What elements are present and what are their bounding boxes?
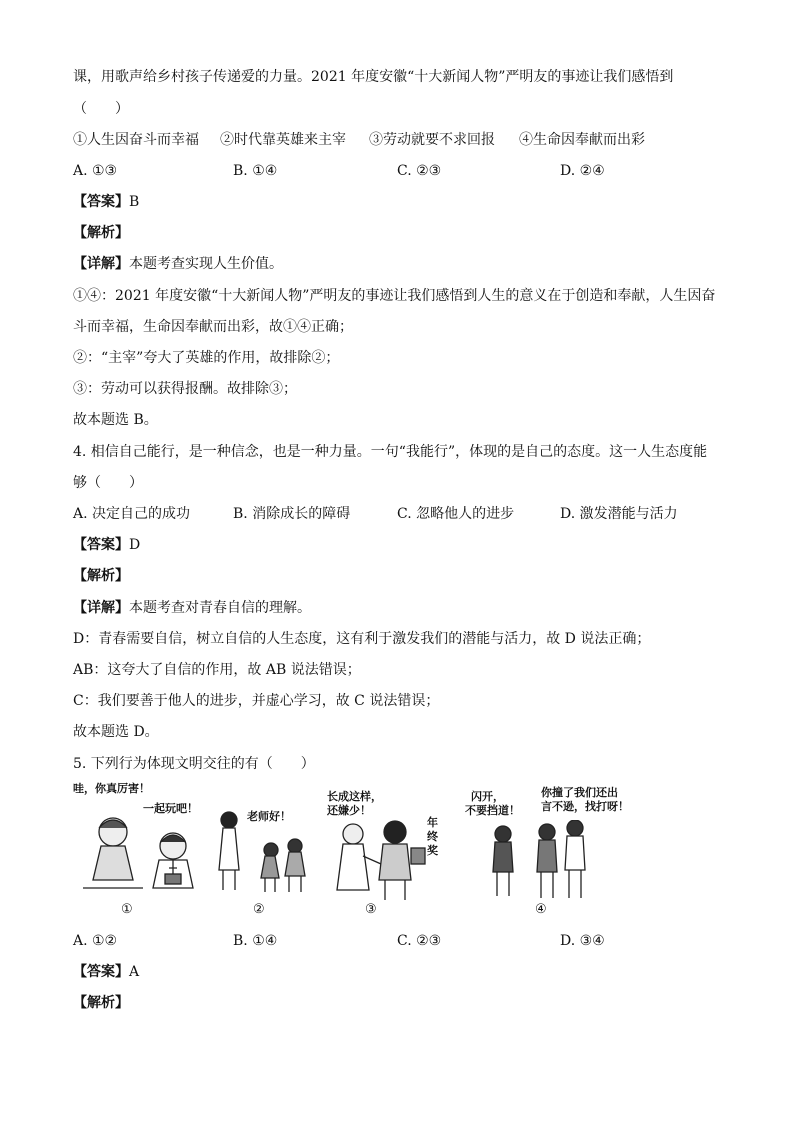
q4-detail-line-2: AB：这夸大了自信的作用，故 AB 说法错误； — [73, 662, 361, 678]
panel4-illustration — [465, 820, 653, 902]
q5-answer-value: A — [129, 964, 140, 980]
q5-stem: 5. 下列行为体现文明交往的有（ ） — [73, 756, 315, 772]
q3-detail-line-1: ①④：2021 年度安徽“十大新闻人物”严明友的事迹让我们感悟到人生的意义在于创造和奉献，人生因奋 — [73, 288, 716, 304]
q4-option-d: D. 激发潜能与活力 — [560, 506, 678, 522]
panel4-speech-2: 不要挡道！ — [465, 804, 520, 817]
q5-answer — [73, 963, 139, 981]
q4-answer-label: 【答案】 — [73, 537, 129, 553]
q3-answer-value: B — [129, 194, 140, 210]
q3-statement-1: ①人生因奋斗而幸福 — [73, 132, 199, 148]
q3-answer — [73, 193, 139, 211]
cartoon-panel-2 — [213, 780, 318, 920]
q4-detail-line-3: C：我们要善于他人的进步，并虚心学习，故 C 说法错误； — [73, 693, 440, 709]
panel1-speech-2: 一起玩吧！ — [143, 802, 198, 815]
q3-detail-line-2: 斗而幸福，生命因奉献而出彩，故①④正确； — [73, 319, 353, 335]
panel3-speech-1: 长成这样， — [327, 790, 382, 803]
q5-option-c: C. ②③ — [397, 933, 442, 949]
q4-detail-line-4: 故本题选 D。 — [73, 724, 159, 740]
q4-detail — [73, 599, 311, 617]
panel4-speech-1: 闪开， — [471, 790, 504, 803]
q3-answer-label: 【答案】 — [73, 194, 129, 210]
q3-detail-intro: 本题考查实现人生价值。 — [129, 256, 283, 272]
q3-option-a: A. ①③ — [73, 163, 118, 179]
panel4-label: ④ — [535, 902, 547, 917]
q3-detail-line-3: ②：“主宰”夸大了英雄的作用，故排除②； — [73, 350, 340, 366]
q4-answer — [73, 536, 140, 554]
cartoon-panel-3 — [325, 780, 445, 920]
panel1-label: ① — [121, 902, 133, 917]
q4-analysis-label: 【解析】 — [73, 568, 129, 584]
panel1-illustration — [73, 810, 213, 900]
q5-cartoon-figure — [73, 780, 653, 920]
panel3-speech-2: 还嫌少！ — [327, 804, 371, 817]
q3-option-c: C. ②③ — [397, 163, 442, 179]
q3-option-b: B. ①④ — [233, 163, 278, 179]
q3-statement-4: ④生命因奉献而出彩 — [519, 132, 645, 148]
panel4-speech-3: 你撞了我们还出 — [541, 786, 618, 799]
q4-stem-line1: 4. 相信自己能行，是一种信念，也是一种力量。一句“我能行”，体现的是自己的态度。这一人生态度能 — [73, 444, 708, 460]
q4-detail-line-1: D：青春需要自信，树立自信的人生态度，这有利于激发我们的潜能与活力，故 D 说法正确； — [73, 631, 651, 647]
q3-detail-line-5: 故本题选 B。 — [73, 412, 158, 428]
panel2-illustration — [213, 800, 318, 900]
q4-option-b: B. 消除成长的障碍 — [233, 506, 351, 522]
cartoon-panel-4 — [465, 780, 653, 920]
q4-option-a: A. 决定自己的成功 — [73, 506, 191, 522]
q3-stem-line1: 课，用歌声给乡村孩子传递爱的力量。2021 年度安徽“十大新闻人物”严明友的事迹让我们感悟到 — [73, 69, 674, 85]
panel2-speech-1: 老师好！ — [247, 810, 291, 823]
q4-detail-intro: 本题考查对青春自信的理解。 — [129, 600, 311, 616]
q3-option-d: D. ②④ — [560, 163, 605, 179]
q5-answer-label: 【答案】 — [73, 964, 129, 980]
panel2-label: ② — [253, 902, 265, 917]
q5-option-a: A. ①② — [73, 933, 118, 949]
q5-analysis-label: 【解析】 — [73, 995, 129, 1011]
q5-option-d: D. ③④ — [560, 933, 605, 949]
q3-detail-line-4: ③：劳动可以获得报酬。故排除③； — [73, 381, 297, 397]
q4-stem-line2: 够（ ） — [73, 475, 143, 491]
q3-statement-3: ③劳动就要不求回报 — [369, 132, 495, 148]
q5-option-b: B. ①④ — [233, 933, 278, 949]
q3-detail — [73, 255, 283, 273]
q4-option-c: C. 忽略他人的进步 — [397, 506, 515, 522]
q3-detail-label: 【详解】 — [73, 256, 129, 272]
cartoon-panel-1 — [73, 780, 213, 920]
q4-detail-label: 【详解】 — [73, 600, 129, 616]
panel4-speech-4: 言不逊，找打呀！ — [541, 800, 629, 813]
panel3-illustration — [325, 820, 445, 902]
panel3-label: ③ — [365, 902, 377, 917]
q4-answer-value: D — [129, 537, 141, 553]
q3-analysis-label: 【解析】 — [73, 225, 129, 241]
panel3-sign: 年终奖 — [427, 816, 438, 857]
panel1-speech-1: 哇，你真厉害！ — [73, 782, 150, 795]
q3-stem-line2: （ ） — [73, 101, 129, 117]
q3-statement-2: ②时代靠英雄来主宰 — [220, 132, 346, 148]
